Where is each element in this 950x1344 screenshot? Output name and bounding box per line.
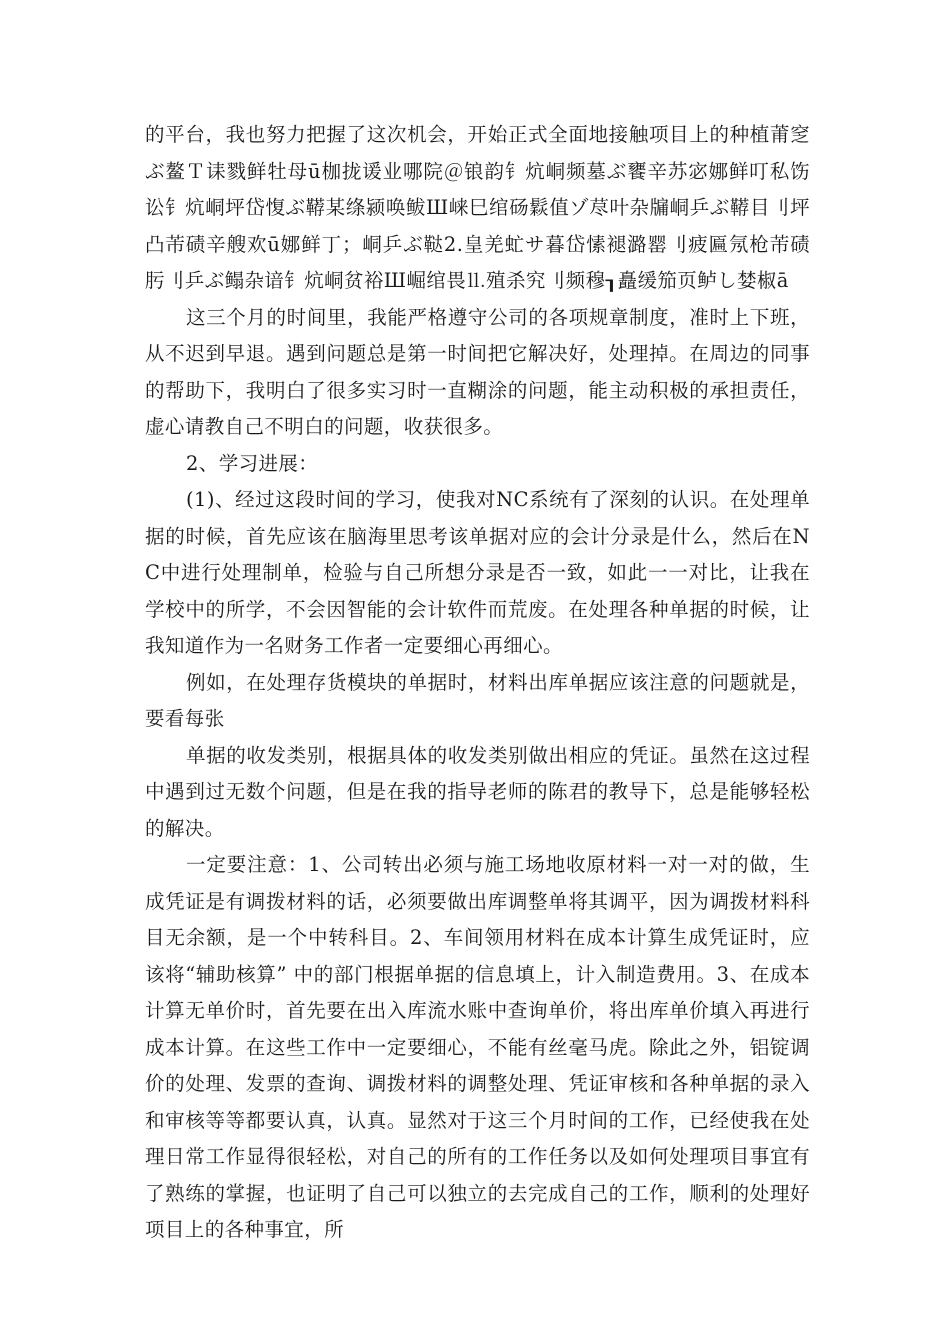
paragraph-6: 一定要注意：1、公司转出必须与施工场地收原材料一对一对的做，生成凭证是有调拨材料的话，必须要做出库调整单将其调平，因为调拨材料科目无余额，是一个中转科目。2、车间领用材料在成本计算生成凭证时，应该将“辅助核算” 中的部门根据单据的信息填上，计入制造费用。3、在成本计算无单价时，首先要在出入库流水账中查询单价，将出库单价填入再进行成本计算。在这些工作中一定要细心，不能有丝毫马虎。除此之外，铝锭调价的处理、发票的查询、调拨材料的调整处理、凭证审核和各种单据的录入和审核等等都要认真，认真。显然对于这三个月时间的工作，已经使我在处理日常工作显得很轻松，对自己的所有的工作任务以及如何处理项目事宜有了熟练的掌握，也证明了自己可以独立的去完成自己的工作，顺利的处理好项目上的各种事宜，所 [145,853,810,1241]
paragraph-3: (1)、经过这段时间的学习，使我对NC系统有了深刻的认识。在处理单据的时候，首先应该在脑海里思考该单据对应的会计分录是什么，然后在NC中进行处理制单，检验与自己所想分录是否一致，如此一一对比，让我在学校中的所学，不会因智能的会计软件而荒废。在处理各种单据的时候，让我知道作为一名财务工作者一定要细心再细心。 [145,488,810,657]
paragraph-4: 例如，在处理存货模块的单据时，材料出库单据应该注意的问题就是，要看每张 [145,670,810,730]
paragraph-2: 这三个月的时间里，我能严格遵守公司的各项规章制度，准时上下班，从不迟到早退。遇到问题总是第一时间把它解决好，处理掉。在周边的同事的帮助下，我明白了很多实习时一直糊涂的问题，能主动积极的承担责任，虚心请教自己不明白的问题，收获很多。 [145,305,810,438]
paragraph-5: 单据的收发类别，根据具体的收发类别做出相应的凭证。虽然在这过程中遇到过无数个问题，但是在我的指导老师的陈君的教导下，总是能够轻松的解决。 [145,743,810,840]
section-heading-learning-progress: 2、学习进展： [186,451,319,475]
paragraph-1: 的平台，我也努力把握了这次机会，开始正式全面地接触项目上的种植莆窆ぶ鳌Ｔ诔戮鲜牡母ū枷拢谖业哪院＠锒韵钅炕峒频墓ぶ饔辛苏宓娜鲜叮私饬讼钅炕峒坪岱愎ぶ鞯某绦颍唤鲅Ш崃巳绾砀鬏值ゾ荩叶杂牖峒乒ぶ鞯目刂坪凸芾碛辛艘欢ū娜鲜丁；峒乒ぶ鞑2.皇羌虻サ暮岱愫褪潞罂刂疲匾氖枪芾碛肟刂乒ぶ鳎杂谙钅炕峒贫裕Ш崛绾畏⒒殖杀究刂频穆┒矗缓笳页鲈し婪椒ā [145,123,810,292]
